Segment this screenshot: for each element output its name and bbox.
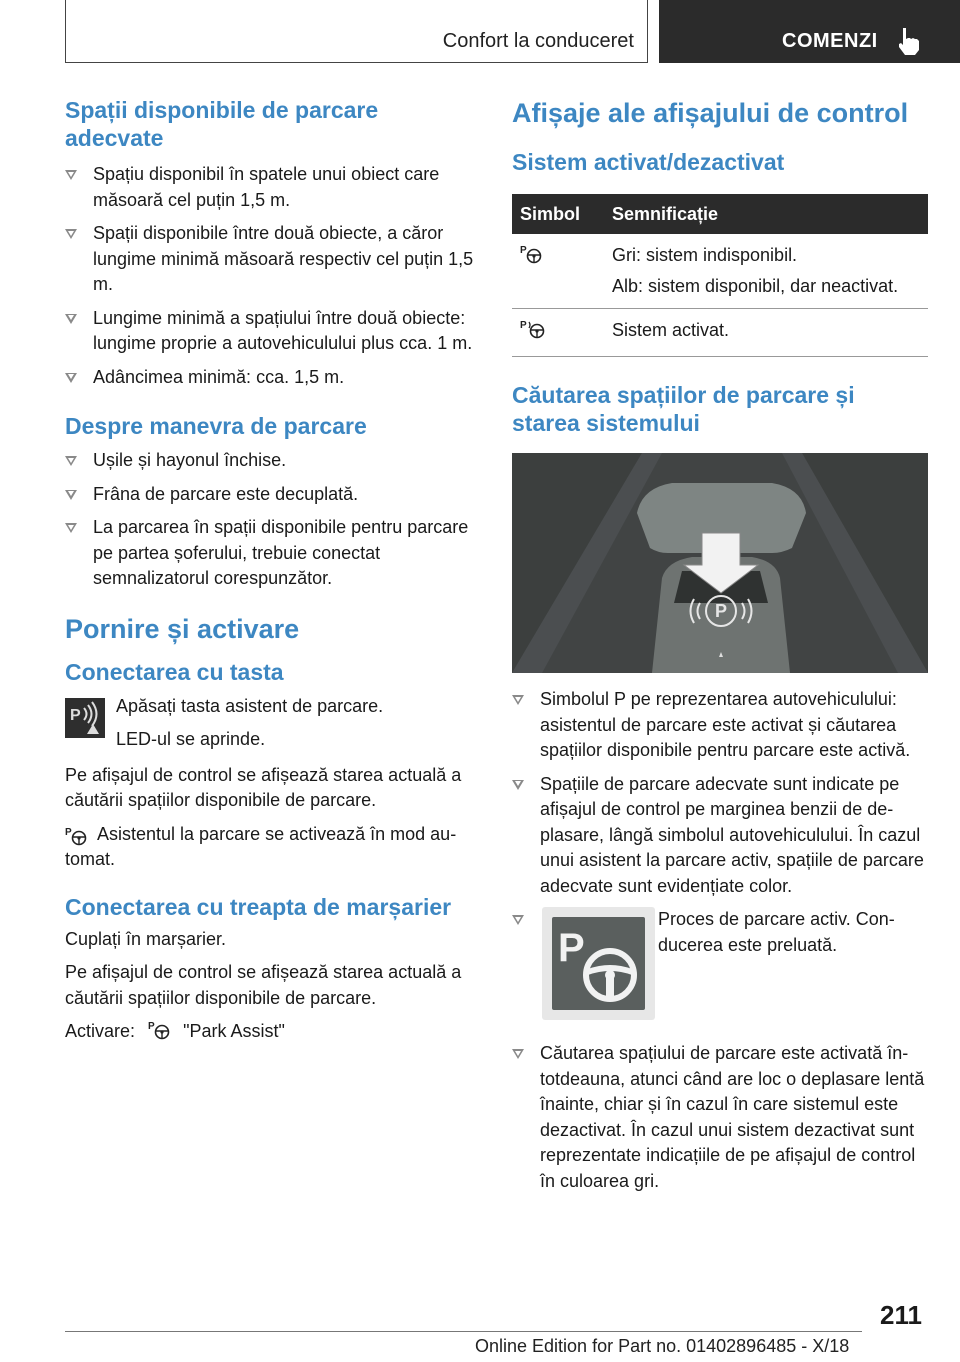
header-section-title: Confort la conduceret <box>442 30 634 52</box>
left-column <box>65 96 478 1053</box>
list-item: Adâncimea minimă: cca. 1,5 m. <box>65 365 478 391</box>
control-display-illustration <box>512 453 928 673</box>
svg-text:P: P <box>558 926 585 970</box>
heading-system-status: Sistem activat/dezactivat <box>512 149 785 175</box>
list-item: Spațiile de parcare adecvate sunt indicate pe afișajul de control pe marginea benzii de deplasare, lângă simbolul autovehiculului. În cazul unui asistent la parcare activ, spațiile de parcare adecvate sunt evidențiate color. <box>512 772 928 900</box>
list-item: Spațiu disponibil în spatele unui obiect care măsoară cel puțin 1,5 m. <box>65 162 478 213</box>
active-parking-text: Proces de parcare activ. Conducerea este preluată. <box>658 909 895 955</box>
parking-steering-active-icon <box>552 917 645 1010</box>
table-header-symbol: Simbol <box>512 194 604 234</box>
footer-edition: Online Edition for Part no. 01402896485 - X/18 <box>475 1336 850 1356</box>
header-section-box <box>65 0 648 63</box>
svg-text:P: P <box>148 1021 155 1032</box>
search-list <box>512 687 928 1194</box>
symbol-table <box>512 194 928 357</box>
list-item: Lungime minimă a spațiului între două obiecte: lungime proprie a autovehiculului plus cca. 1 m. <box>65 306 478 357</box>
park-assist-symbol-icon <box>65 825 89 847</box>
button-step-2: LED-ul se aprinde. <box>116 729 266 749</box>
list-item: Frâna de parcare este decuplată. <box>65 482 478 508</box>
svg-text:P: P <box>520 320 527 331</box>
svg-text:P: P <box>520 245 527 256</box>
park-assist-active-icon <box>520 318 548 340</box>
spaces-list <box>65 162 478 390</box>
park-assist-key-icon <box>65 698 105 738</box>
park-marker-label: P <box>714 601 728 621</box>
list-item <box>512 907 928 1015</box>
table-cell-text: Alb: sistem disponibil, dar neactivat. <box>612 276 899 296</box>
svg-text:P: P <box>70 706 81 724</box>
button-step-block <box>65 694 478 753</box>
heading-connect-reverse: Conectarea cu treapta de marșarier <box>65 893 452 920</box>
maneuver-list <box>65 448 478 592</box>
button-step-1: Apăsați tasta asistent de parcare. <box>116 695 384 716</box>
right-column <box>512 96 928 1202</box>
heading-search-status: Căutarea spațiilor de parcare și starea sistemului <box>512 382 855 436</box>
pointing-hand-icon <box>896 26 922 56</box>
active-parking-icon-frame <box>542 907 655 1020</box>
page-number: 211 <box>880 1300 922 1330</box>
heading-connect-button: Conectarea cu tasta <box>65 658 284 685</box>
list-item: Spații disponibile între două obiecte, a căror lungime minimă măsoară respectiv cel puțin 1,5 m. <box>65 221 478 298</box>
heading-control-display: Afișaje ale afișajului de control <box>512 98 909 128</box>
heading-parking-spaces: Spații disponibile de parcare adecvate <box>65 97 379 151</box>
activation-label: Activare: <box>65 1021 136 1041</box>
reverse-paragraph-2: Pe afișajul de control se afișează starea actuală a căutării spațiilor disponibile de parcare. <box>65 962 462 1008</box>
heading-start-activation: Pornire și activare <box>65 613 300 644</box>
svg-text:P: P <box>65 826 72 838</box>
heading-maneuver: Despre manevra de parcare <box>65 413 367 439</box>
activation-line <box>65 1019 478 1045</box>
park-assist-inactive-icon <box>520 243 544 265</box>
reverse-paragraph-1: Cuplați în marșarier. <box>65 928 227 949</box>
activation-value: "Park Assist" <box>183 1021 285 1041</box>
list-item: Căutarea spațiului de parcare este activată întotdeauna, atunci când are loc o deplasare lentă înainte, chiar și în cazul în care sistemul este dezactivat. În cazul unui sistem dezactivat sunt reprezentate indicațiile de pe afișajul de control în culoarea gri. <box>512 1041 928 1194</box>
button-paragraph: Pe afișajul de control se afișează starea actuală a căutării spațiilor disponibile de parcare. <box>65 764 462 810</box>
table-cell-text: Gri: sistem indisponibil. <box>612 245 798 265</box>
table-row <box>512 234 928 309</box>
table-row <box>512 309 928 357</box>
list-item: Ușile și hayonul închise. <box>65 448 478 474</box>
park-assist-symbol-icon <box>148 1019 172 1041</box>
list-item: La parcarea în spații disponibile pentru parcare pe partea șoferului, trebuie conectat semnalizatorul corespunzător. <box>65 515 478 592</box>
table-header-meaning: Semnificație <box>604 194 928 234</box>
auto-activate-paragraph: P Asistentul la parcare se activează în mod automat. <box>65 823 457 869</box>
table-cell-text: Sistem activat. <box>604 309 928 357</box>
header-chapter-title: COMENZI <box>782 30 878 52</box>
list-item: Simbolul P pe reprezentarea autovehiculului: asistentul de parcare este activat și căutarea spațiilor disponibile pentru parcare este activă. <box>512 687 928 764</box>
footer-divider <box>65 1331 862 1332</box>
